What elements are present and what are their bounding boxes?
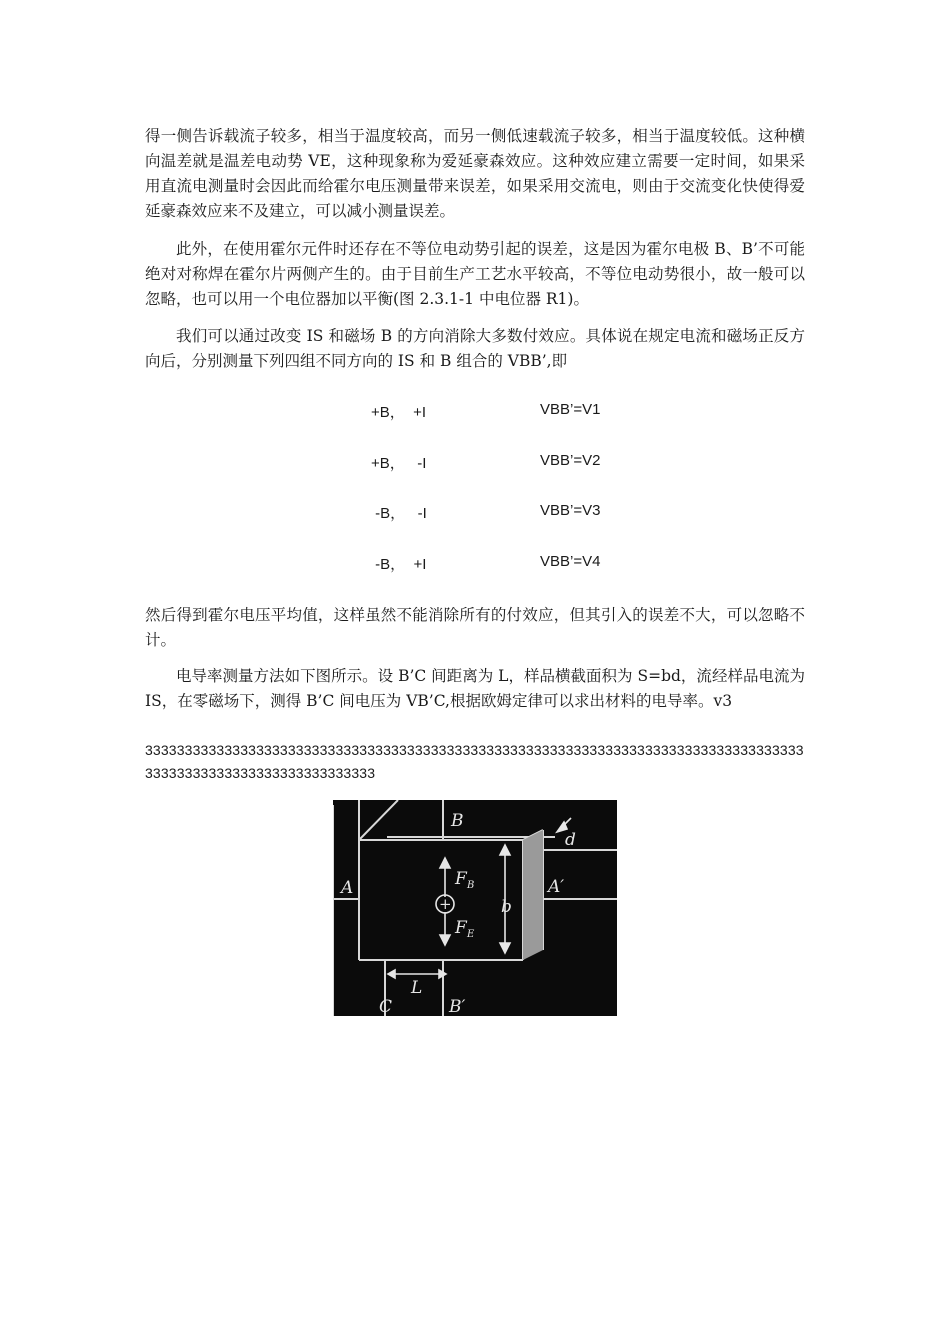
label-F-B: F: [455, 869, 467, 889]
label-A: A: [341, 878, 354, 898]
paragraph-average: 然后得到霍尔电压平均值，这样虽然不能消除所有的付效应，但其引入的误差不大，可以忽略不计。: [145, 606, 805, 649]
label-L: L: [411, 978, 423, 998]
measurement-combo-4: -B， +I: [371, 556, 427, 573]
label-A-prime: A′: [548, 877, 565, 897]
paragraph-direction-method: 我们可以通过改变 IS 和磁场 B 的方向消除大多数付效应。具体说在规定电流和磁场正反方向后，分别测量下列四组不同方向的 IS 和 B 组合的 VBB’,即: [145, 327, 805, 370]
measurement-combo-1: +B， +I: [371, 404, 427, 421]
measurement-eq-1: VBB’=V1: [540, 401, 601, 418]
hall-sample-figure: [333, 800, 617, 1016]
label-d: d: [565, 830, 576, 850]
label-B-prime: B′: [449, 997, 466, 1016]
hall-sample-diagram: [333, 800, 617, 1016]
measurement-eq-2: VBB’=V2: [540, 452, 601, 469]
label-F-E-sub: E: [467, 929, 475, 940]
label-b: b: [501, 897, 512, 917]
label-C: C: [379, 997, 393, 1016]
label-B: B: [451, 811, 464, 831]
measurement-eq-3: VBB’=V3: [540, 502, 601, 519]
paragraph-threes: 3333333333333333333333333333333333333333333333333333333333333333333333333333333333333333333333333333333333333333: [145, 742, 804, 781]
charge-sign: +: [439, 895, 452, 913]
label-F-B-sub: B: [467, 880, 475, 891]
paragraph-ettingshausen: 得一侧告诉载流子较多，相当于温度较高，而另一侧低速载流子较多，相当于温度较低。这种横向温差就是温差电动势 VE，这种现象称为爱延豪森效应。这种效应建立需要一定时间，如果采用直流电测量时会因此而给霍尔电压测量带来误差，如果采用交流电，则由于交流变化快使得爱延豪森效应来不及建立，可以减小测量误差。: [145, 127, 805, 220]
sample-side-face: [523, 830, 543, 960]
measurement-combo-2: +B， -I: [371, 455, 427, 472]
measurement-combo-3: -B， -I: [371, 505, 427, 522]
paragraph-conductivity: 电导率测量方法如下图所示。设 B’C 间距离为 L，样品横截面积为 S=bd，流经样品电流为 IS，在零磁场下，测得 B’C 间电压为 VB’C,根据欧姆定律可以求出材料的电导率。v3: [145, 667, 805, 710]
measurement-eq-4: VBB’=V4: [540, 553, 601, 570]
label-F-E: F: [455, 918, 467, 938]
paragraph-unequal-potential: 此外，在使用霍尔元件时还存在不等位电动势引起的误差，这是因为霍尔电极 B、B’不可能绝对对称焊在霍尔片两侧产生的。由于目前生产工艺水平较高，不等位电动势很小，故一般可以忽略，也可以用一个电位器加以平衡(图 2.3.1-1 中电位器 R1)。: [145, 240, 805, 308]
